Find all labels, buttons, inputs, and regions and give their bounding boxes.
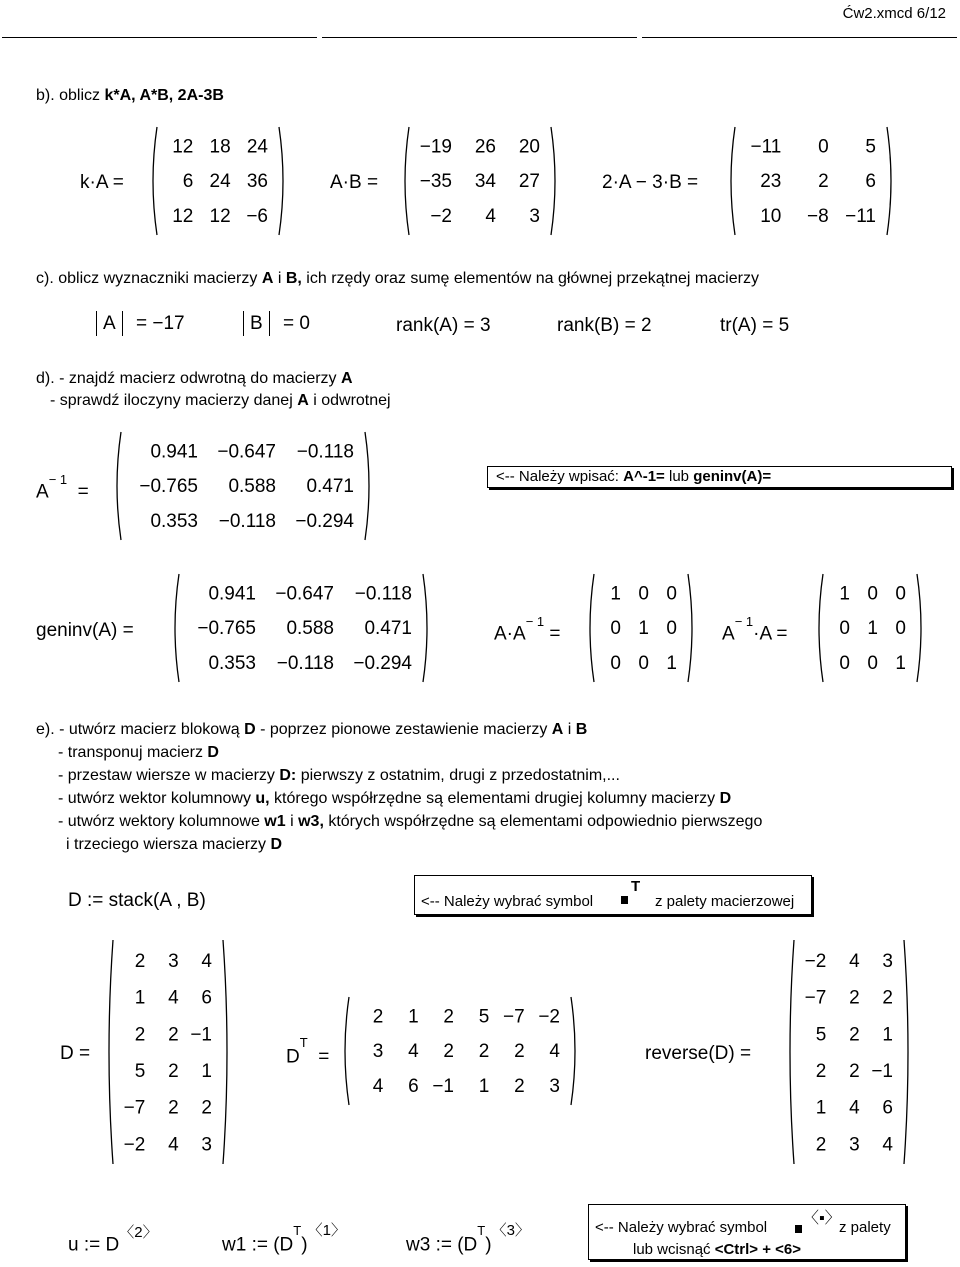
matrix-cell: 5	[134, 1060, 146, 1082]
matrix-cell: 4	[549, 1041, 560, 1063]
matrix-cell: −0.118	[218, 510, 276, 532]
matrix-bracket	[571, 997, 575, 1105]
matrix-bracket	[423, 574, 427, 682]
matrix-cell: 6	[408, 1075, 419, 1097]
kA-label: k·A =	[80, 172, 124, 193]
w1-def-text: w1 := (D	[222, 1234, 294, 1256]
matrix-cell: −7	[123, 1097, 146, 1119]
matrix-cell: 4	[408, 1041, 419, 1063]
DT-label: $D^T$ =	[286, 1035, 330, 1068]
matrix-cell: 20	[518, 136, 540, 158]
det-A: A = −17	[96, 313, 185, 335]
note-text: z palety macierzowej	[655, 893, 795, 910]
rank-B: rank(B) = 2	[557, 315, 652, 336]
matrix-geninv	[170, 572, 432, 684]
matrix-cell: 0	[867, 652, 878, 674]
matrix-identity-1	[585, 572, 697, 684]
icon-letter: T	[631, 878, 641, 895]
section-d-line1	[36, 370, 353, 388]
column-superscript: 〈3〉	[491, 1222, 530, 1239]
matrix-cell: 1	[610, 583, 621, 605]
note-text: <-- Należy wpisać:	[496, 468, 624, 485]
matrix-cell: 1	[201, 1060, 212, 1082]
matrix-cell: −0.294	[353, 652, 412, 674]
matrix-cell: 1	[638, 618, 649, 640]
instruction-text: - poprzez pionowe zestawienie macierzy	[255, 721, 552, 738]
instruction-bold: D	[244, 721, 256, 738]
matrix-cell: 0	[818, 136, 829, 158]
matrix-cell: −1	[190, 1024, 212, 1046]
matrix-cell: −0.118	[276, 652, 334, 674]
instruction-text: c). oblicz wyznaczniki macierzy	[36, 270, 262, 287]
instruction-text: d). - znajdź macierz odwrotną do macierzy	[36, 370, 341, 387]
matrix-cell: 0.588	[228, 476, 276, 498]
matrix-cell: 2	[514, 1075, 525, 1097]
matrix-cell: 2	[168, 1097, 179, 1119]
instruction-text: pierwszy z ostatnim, drugi z przedostatnim,...	[296, 767, 620, 784]
matrix-cell: −7	[804, 987, 827, 1009]
matrix-cell: 6	[182, 171, 194, 193]
matrix-cell: 0.353	[208, 652, 256, 674]
matrix-cell: 2	[443, 1041, 454, 1063]
matrix-cell: 4	[168, 1134, 179, 1156]
instruction-bold: A	[297, 392, 309, 409]
matrix-bracket	[109, 940, 113, 1164]
matrix-cell: 2	[815, 1060, 827, 1082]
matrix-cell: 4	[168, 987, 179, 1009]
matrix-cell: 24	[209, 171, 231, 193]
instruction-text: - przestaw wiersze w macierzy	[58, 767, 280, 784]
matrix-A-inverse	[112, 430, 374, 542]
matrix-cell: 2	[849, 1060, 860, 1082]
matrix-cell: 2	[882, 987, 893, 1009]
header-rule	[642, 37, 957, 38]
D-label: D =	[60, 1043, 91, 1064]
note-enter-inverse	[487, 466, 952, 488]
instruction-text: i odwrotnej	[308, 392, 391, 409]
matrix-2A-3B	[726, 125, 896, 237]
matrix-cell: −35	[419, 171, 452, 193]
matrix-cell: 1	[478, 1075, 490, 1097]
instruction-text: e). - utwórz macierz blokową	[36, 721, 245, 738]
note-text: <-- Należy wybrać symbol	[421, 893, 594, 910]
note-text: <-- Należy wybrać symbol	[595, 1219, 768, 1236]
w3-definition: w3 := $(D^T)^{〈3〉}$	[406, 1222, 530, 1256]
matrix-cell: 0	[839, 618, 850, 640]
matrix-bracket	[175, 574, 179, 682]
matrix-cell: 0	[638, 583, 649, 605]
matrix-cell: −2	[430, 205, 452, 227]
matrix-cell: 1	[867, 618, 878, 640]
matrix-cell: 4	[485, 205, 496, 227]
page-header: Ćw2.xmcd 6/12	[842, 5, 946, 22]
matrix-bracket	[790, 940, 794, 1164]
matrix-cell: 26	[474, 136, 496, 158]
instruction-bold: D	[270, 836, 283, 853]
matrix-cell: 24	[246, 136, 268, 158]
matrix-cell: 0	[895, 583, 906, 605]
matrix-cell: 0.353	[150, 510, 198, 532]
matrix-cell: 2	[168, 1024, 179, 1046]
matrix-cell: 2	[443, 1006, 454, 1028]
matrix-cell: 1	[815, 1097, 827, 1119]
matrix-cell: −2	[538, 1006, 560, 1028]
matrix-cell: 2	[849, 987, 860, 1009]
matrix-D	[104, 938, 232, 1166]
icon-square	[621, 896, 628, 904]
matrix-cell: 1	[666, 652, 677, 674]
matrix-cell: 6	[882, 1097, 893, 1119]
matrix-cell: −0.647	[217, 441, 276, 463]
section-c-instruction	[36, 270, 759, 288]
matrix-cell: 0.941	[150, 441, 198, 463]
matrix-cell: 3	[849, 1134, 860, 1156]
matrix-bracket	[688, 574, 692, 682]
matrix-cell: 3	[549, 1075, 560, 1097]
matrix-cell: 0	[867, 583, 878, 605]
note-text: lub	[664, 468, 694, 485]
matrix-cell: 4	[849, 1097, 860, 1119]
section-e-line5	[36, 810, 762, 833]
note-line2	[633, 1241, 801, 1258]
matrix-cell: 0	[610, 652, 621, 674]
instruction-text: ich rzędy oraz sumę elementów na głównej przekątnej macierzy	[301, 270, 759, 287]
matrix-cell: 0	[666, 583, 677, 605]
matrix-cell: −6	[246, 205, 268, 227]
reverse-D-label: reverse(D) =	[645, 1043, 752, 1064]
column-superscript: 〈1〉	[307, 1222, 346, 1239]
matrix-cell: 0	[895, 618, 906, 640]
instruction-text: i	[563, 721, 576, 738]
instruction-text: - utwórz wektory kolumnowe	[58, 813, 265, 830]
matrix-reverse-D	[785, 938, 913, 1166]
column-superscript: 〈2〉	[119, 1224, 158, 1241]
matrix-bracket	[590, 574, 594, 682]
matrix-cell: 6	[865, 171, 876, 193]
A-inverse-label: $A^{- 1}$ =	[36, 472, 89, 503]
instruction-bold: A	[341, 370, 353, 387]
matrix-cell: 4	[882, 1134, 893, 1156]
instruction-bold: A	[551, 721, 564, 738]
matrix-cell: 3	[168, 950, 179, 972]
matrix-cell: 3	[372, 1041, 384, 1063]
w1-definition: w1 := $(D^T)^{〈1〉}$	[222, 1222, 346, 1256]
note-code: A^-1=	[623, 468, 665, 485]
matrix-bracket	[551, 127, 555, 235]
note-code: geninv(A)=	[693, 468, 772, 485]
section-e-line2	[36, 741, 762, 764]
matrix-cell: 3	[529, 205, 540, 227]
matrix-cell: 10	[760, 205, 782, 227]
matrix-cell: −0.118	[354, 583, 412, 605]
instruction-bold: k*A, A*B, 2A-3B	[104, 87, 224, 104]
matrix-cell: 5	[865, 136, 876, 158]
matrix-cell: 2	[815, 1134, 827, 1156]
matrix-cell: 27	[518, 171, 540, 193]
matrix-bracket	[153, 127, 157, 235]
det-B: B = 0	[243, 313, 310, 335]
2A-3B-label: 2·A − 3·B =	[602, 172, 699, 193]
icon-angle: 〈▪〉	[803, 1210, 841, 1227]
matrix-cell: −0.294	[295, 510, 354, 532]
instruction-bold: B,	[285, 270, 302, 287]
matrix-cell: 2	[372, 1006, 384, 1028]
instruction-text: i trzeciego wiersza macierzy	[66, 836, 271, 853]
rank-A: rank(A) = 3	[396, 315, 491, 336]
instruction-text: b). oblicz	[36, 87, 105, 104]
instruction-bold: D	[207, 744, 219, 761]
matrix-bracket	[887, 127, 891, 235]
matrix-cell: 2	[818, 171, 829, 193]
matrix-cell: −1	[432, 1075, 454, 1097]
matrix-bracket	[279, 127, 283, 235]
matrix-cell: 3	[201, 1134, 212, 1156]
header-rule	[322, 37, 637, 38]
matrix-cell: 0.471	[306, 476, 354, 498]
trace-A: tr(A) = 5	[720, 315, 790, 336]
AB-label: A·B =	[330, 172, 379, 193]
transpose-symbol-icon	[619, 878, 645, 910]
matrix-cell: 2	[201, 1097, 212, 1119]
instruction-text: którego współrzędne są elementami drugiej kolumny macierzy	[269, 790, 720, 807]
section-e-line6	[36, 833, 762, 856]
matrix-bracket	[917, 574, 921, 682]
matrix-cell: −7	[502, 1006, 525, 1028]
A-times-Ainv-label: $A\cdot A^{- 1}$ =	[494, 614, 561, 645]
matrix-cell: 1	[134, 987, 146, 1009]
section-e-line1	[36, 718, 762, 741]
instruction-text: - sprawdź iloczyny macierzy danej	[50, 392, 298, 409]
matrix-cell: −19	[419, 136, 452, 158]
matrix-cell: 4	[849, 950, 860, 972]
matrix-cell: 1	[839, 583, 850, 605]
instruction-bold: w1	[264, 813, 286, 830]
instruction-text: których współrzędne są elementami odpowiednio pierwszego	[323, 813, 763, 830]
matrix-cell: −11	[750, 136, 782, 158]
matrix-cell: 1	[882, 1024, 893, 1046]
matrix-kA	[148, 125, 288, 237]
w3-def-text: w3 := (D	[406, 1234, 478, 1256]
u-definition	[68, 1224, 158, 1256]
icon-square	[795, 1225, 802, 1233]
stack-definition: D := stack(A , B)	[68, 890, 206, 911]
section-b-instruction	[36, 87, 224, 105]
matrix-DT	[340, 995, 580, 1107]
matrix-bracket	[345, 997, 349, 1105]
matrix-cell: 2	[478, 1041, 490, 1063]
matrix-cell: 0	[638, 652, 649, 674]
matrix-cell: 6	[201, 987, 212, 1009]
section-e-instructions	[36, 718, 762, 856]
matrix-cell: 18	[209, 136, 231, 158]
matrix-identity-2	[814, 572, 926, 684]
matrix-cell: 1	[408, 1006, 419, 1028]
note-column-symbol	[588, 1204, 906, 1260]
matrix-cell: 2	[168, 1060, 179, 1082]
note-text: lub wcisnąć	[633, 1241, 715, 1258]
instruction-bold: A	[261, 270, 274, 287]
matrix-cell: 0	[610, 618, 621, 640]
instruction-bold: D	[719, 790, 732, 807]
matrix-cell: 2	[514, 1041, 525, 1063]
matrix-cell: 34	[474, 171, 496, 193]
instruction-bold: w3,	[298, 813, 324, 830]
matrix-cell: 2	[134, 950, 146, 972]
matrix-bracket	[365, 432, 369, 540]
section-e-line4	[36, 787, 762, 810]
matrix-cell: 0.941	[208, 583, 256, 605]
matrix-cell: 1	[895, 652, 906, 674]
instruction-bold: B	[575, 721, 588, 738]
matrix-bracket	[405, 127, 409, 235]
matrix-cell: −2	[804, 950, 827, 972]
matrix-cell: 36	[246, 171, 268, 193]
matrix-cell: 12	[209, 205, 231, 227]
matrix-cell: 5	[815, 1024, 827, 1046]
matrix-cell: −8	[806, 205, 829, 227]
matrix-cell: −2	[123, 1134, 146, 1156]
section-e-line3	[36, 764, 762, 787]
det-A-value: = −17	[135, 313, 185, 334]
instruction-text: i	[285, 813, 299, 830]
det-B-value: = 0	[282, 313, 310, 334]
matrix-cell: 23	[760, 171, 782, 193]
matrix-cell: 4	[372, 1075, 384, 1097]
matrix-cell: 3	[882, 950, 893, 972]
matrix-bracket	[117, 432, 121, 540]
matrix-cell: 5	[478, 1006, 490, 1028]
matrix-cell: 12	[172, 205, 194, 227]
matrix-bracket	[904, 940, 908, 1164]
header-rule	[2, 37, 317, 38]
matrix-cell: 0.471	[364, 618, 412, 640]
matrix-AB	[400, 125, 560, 237]
instruction-text: - utwórz wektor kolumnowy	[58, 790, 256, 807]
matrix-cell: 0	[666, 618, 677, 640]
matrix-bracket	[731, 127, 735, 235]
instruction-text: i	[273, 270, 286, 287]
column-symbol-icon	[791, 1207, 841, 1237]
instruction-bold: D:	[279, 767, 297, 784]
matrix-cell: −0.118	[296, 441, 354, 463]
matrix-cell: −11	[845, 205, 876, 227]
Ainv-times-A-label: $A^{- 1}\cdot A$ =	[722, 614, 788, 645]
matrix-cell: 2	[134, 1024, 146, 1046]
note-transpose-symbol	[414, 875, 812, 915]
geninv-label: geninv(A) =	[36, 620, 134, 641]
note-shortcut: <Ctrl> + <6>	[714, 1241, 802, 1258]
matrix-cell: −1	[871, 1060, 893, 1082]
matrix-cell: 4	[201, 950, 212, 972]
section-d-line2	[50, 392, 391, 410]
matrix-cell: 0.588	[286, 618, 334, 640]
u-def-text: u := D	[68, 1234, 120, 1256]
note-text: z palety	[839, 1219, 891, 1236]
matrix-cell: 2	[849, 1024, 860, 1046]
instruction-bold: u,	[255, 790, 270, 807]
matrix-cell: −0.765	[139, 476, 198, 498]
matrix-bracket	[819, 574, 823, 682]
matrix-cell: 0	[839, 652, 850, 674]
matrix-cell: −0.765	[197, 618, 256, 640]
matrix-cell: −0.647	[275, 583, 334, 605]
matrix-bracket	[223, 940, 227, 1164]
instruction-text: - transponuj macierz	[58, 744, 208, 761]
matrix-cell: 12	[172, 136, 194, 158]
